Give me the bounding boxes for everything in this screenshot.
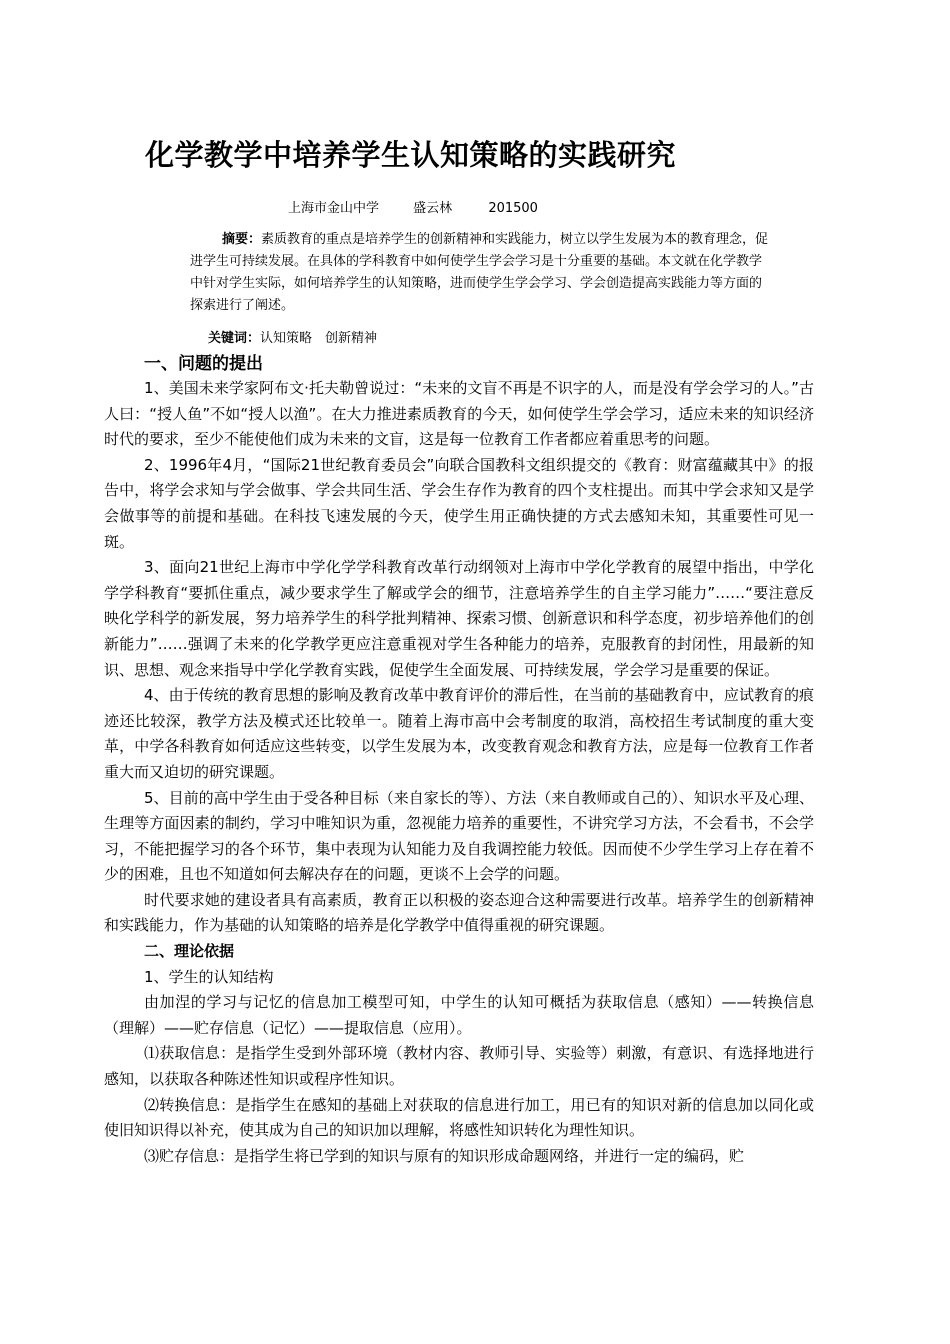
paragraph: ⑶贮存信息：是指学生将已学到的知识与原有的知识形成命题网络，并进行一定的编码，贮: [144, 1146, 745, 1165]
abstract-block: [190, 229, 770, 317]
paragraph: 5、目前的高中学生由于受各种目标（来自家长的等）、方法（来自教师或自己的）、知识水平及心理、生理等方面因素的制约，学习中唯知识为重，忽视能力培养的重要性，不讲究学习方法，不会看书，不会学习，不能把握学习的各个环节，集中表现为认知能力及自我调控能力较低。因而使不少学生学习上存在着不少的困难，且也不知道如何去解决存在的问题，更谈不上会学的问题。: [104, 788, 814, 884]
author-postcode: 201500: [488, 201, 538, 216]
paper-title: 化学教学中培养学生认知策略的实践研究: [145, 138, 677, 172]
author-school: 上海市金山中学: [288, 201, 380, 216]
keywords-line: [208, 327, 377, 346]
paragraph: 1、美国未来学家阿布文·托夫勒曾说过：“未来的文盲不再是不识字的人，而是没有学会学习的人。”古人曰：“授人鱼”不如“授人以渔”。在大力推进素质教育的今天，如何使学生学会学习，适应未来的知识经济时代的要求，至少不能使他们成为未来的文盲，这是每一位教育工作者都应着重思考的问题。: [104, 379, 814, 449]
section-heading-2: 二、理论依据: [144, 942, 235, 961]
paragraph: 4、由于传统的教育思想的影响及教育改革中教育评价的滞后性，在当前的基础教育中，应试教育的痕迹还比较深，教学方法及模式还比较单一。随着上海市高中会考制度的取消，高校招生考试制度的重大变革，中学各科教育如何适应这些转变，以学生发展为本，改变教育观念和教育方法，应是每一位教育工作者重大而又迫切的研究课题。: [104, 686, 814, 781]
paragraph: ⑵转换信息：是指学生在感知的基础上对获取的信息进行加工，用已有的知识对新的信息加以同化或使旧知识得以补充，使其成为自己的知识加以理解，将感性知识转化为理性知识。: [104, 1095, 814, 1140]
paragraph: 时代要求她的建设者具有高素质，教育正以积极的姿态迎合这种需要进行改革。培养学生的创新精神和实践能力，作为基础的认知策略的培养是化学教学中值得重视的研究课题。: [104, 890, 814, 935]
author-line: [288, 197, 538, 216]
section-heading-1: 一、问题的提出: [144, 354, 263, 374]
author-name: 盛云林: [413, 201, 453, 216]
keywords-text: 认知策略 创新精神: [260, 331, 378, 346]
paragraph: ⑴获取信息：是指学生受到外部环境（教材内容、教师引导、实验等）刺激，有意识、有选择地进行感知，以获取各种陈述性知识或程序性知识。: [104, 1044, 814, 1089]
abstract-label: 摘要：: [222, 232, 262, 247]
subsection-heading: 1、学生的认知结构: [144, 967, 274, 986]
paragraph: 由加涅的学习与记忆的信息加工模型可知，中学生的认知可概括为获取信息（感知）——转换信息（理解）——贮存信息（记忆）——提取信息（应用）。: [104, 993, 814, 1037]
paragraph: 2、1996年4月，“国际21世纪教育委员会”向联合国教科文组织提交的《教育：财富蕴藏其中》的报告中，将学会求知与学会做事、学会共同生活、学会生存作为教育的四个支柱提出。而其中学会求知又是学会做事等的前提和基础。在科技飞速发展的今天，使学生用正确快捷的方式去感知未知，其重要性可见一斑。: [104, 455, 814, 551]
abstract-text: 素质教育的重点是培养学生的创新精神和实践能力，树立以学生发展为本的教育理念，促进学生可持续发展。在具体的学科教育中如何使学生学会学习是十分重要的基础。本文就在化学教学中针对学生实际，如何培养学生的认知策略，进而使学生学会学习、学会创造提高实践能力等方面的探索进行了阐述。: [190, 232, 769, 313]
paragraph: 3、面向21世纪上海市中学化学学科教育改革行动纲领对上海市中学化学教育的展望中指出，中学化学学科教育“要抓住重点，减少要求学生了解或学会的细节，注意培养学生的自主学习能力”……“要注意反映化学科学的新发展，努力培养学生的科学批判精神、探索习惯、创新意识和科学态度，初步培养他们的创新能力”……强调了未来的化学教学更应注意重视对学生各种能力的培养，克服教育的封闭性，用最新的知识、思想、观念来指导中学化学教育实践，促使学生全面发展、可持续发展，学会学习是重要的保证。: [104, 558, 814, 679]
body-text: [104, 352, 814, 1169]
keywords-label: 关键词：: [208, 331, 261, 346]
